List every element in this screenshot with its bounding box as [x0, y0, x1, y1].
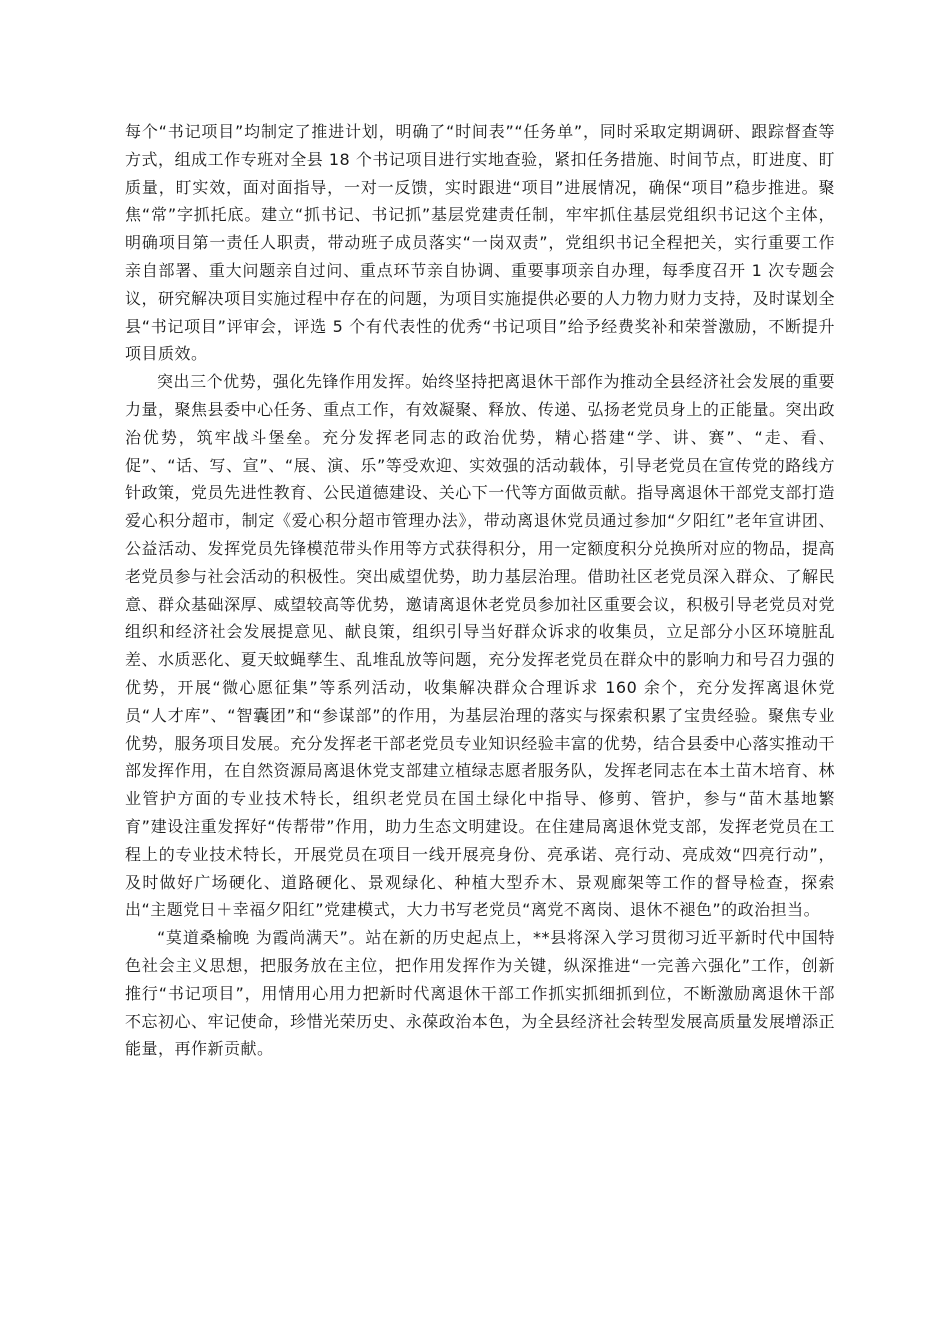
- paragraph-conclusion: “莫道桑榆晚 为霞尚满天”。站在新的历史起点上，**县将深入学习贯彻习近平新时代中国特色社会主义思想，把服务放在主位，把作用发挥作为关键，纵深推进“一完善六强化”工作，创新推行“书记项目”，用情用心用力把新时代离退休干部工作抓实抓细抓到位，不断激励离退休干部不忘初心、牢记使命，珍惜光荣历史、永葆政治本色，为全县经济社会转型发展高质量发展增添正能量，再作新贡献。: [125, 928, 835, 1059]
- paragraph-three-advantages: 突出三个优势，强化先锋作用发挥。始终坚持把离退休干部作为推动全县经济社会发展的重要力量，聚焦县委中心任务、重点工作，有效凝聚、释放、传递、弘扬老党员身上的正能量。突出政治优势，筑牢战斗堡垒。充分发挥老同志的政治优势，精心搭建“学、讲、赛”、“走、看、促”、“话、写、宣”、“展、演、乐”等受欢迎、实效强的活动载体，引导老党员在宣传党的路线方针政策，党员先进性教育、公民道德建设、关心下一代等方面做贡献。指导离退休干部党支部打造爱心积分超市，制定《爱心积分超市管理办法》，带动离退休党员通过参加“夕阳红”老年宣讲团、公益活动、发挥党员先锋模范带头作用等方式获得积分，用一定额度积分兑换所对应的物品，提高老党员参与社会活动的积极性。突出威望优势，助力基层治理。借助社区老党员深入群众、了解民意、群众基础深厚、威望较高等优势，邀请离退休老党员参加社区重要会议，积极引导老党员对党组织和经济社会发展提意见、献良策，组织引导当好群众诉求的收集员，立足部分小区环境脏乱差、水质恶化、夏天蚊蝇孳生、乱堆乱放等问题，充分发挥老党员在群众中的影响力和号召力强的优势，开展“微心愿征集”等系列活动，收集解决群众合理诉求 160 余个，充分发挥离退休党员“人才库”、“智囊团”和“参谋部”的作用，为基层治理的落实与探索积累了宝贵经验。聚焦专业优势，服务项目发展。充分发挥老干部老党员专业知识经验丰富的优势，结合县委中心落实推动干部发挥作用，在自然资源局离退休党支部建立植绿志愿者服务队，发挥老同志在本土苗木培育、林业管护方面的专业技术特长，组织老党员在国土绿化中指导、修剪、管护，参与“苗木基地繁育”建设注重发挥好“传帮带”作用，助力生态文明建设。在住建局离退休党支部，发挥老党员在工程上的专业技术特长，开展党员在项目一线开展亮身份、亮承诺、亮行动、亮成效“四亮行动”，及时做好广场硬化、道路硬化、景观绿化、种植大型乔木、景观廊架等工作的督导检查，探索出“主题党日＋幸福夕阳红”党建模式，大力书写老党员“离党不离岗、退休不褪色”的政治担当。: [125, 372, 835, 920]
- paragraph-project-implementation: 每个“书记项目”均制定了推进计划，明确了“时间表”“任务单”，同时采取定期调研、跟踪督查等方式，组成工作专班对全县 18 个书记项目进行实地查验，紧扣任务措施、时间节点，盯进度、盯质量，盯实效，面对面指导，一对一反馈，实时跟进“项目”进展情况，确保“项目”稳步推进。聚焦“常”字抓托底。建立“抓书记、书记抓”基层党建责任制，牢牢抓住基层党组织书记这个主体，明确项目第一责任人职责，带动班子成员落实“一岗双责”，党组织书记全程把关，实行重要工作亲自部署、重大问题亲自过问、重点环节亲自协调、重要事项亲自办理，每季度召开 1 次专题会议，研究解决项目实施过程中存在的问题，为项目实施提供必要的人力物力财力支持，及时谋划全县“书记项目”评审会，评选 5 个有代表性的优秀“书记项目”给予经费奖补和荣誉激励，不断提升项目质效。: [125, 122, 835, 364]
- document-body: [125, 118, 835, 1063]
